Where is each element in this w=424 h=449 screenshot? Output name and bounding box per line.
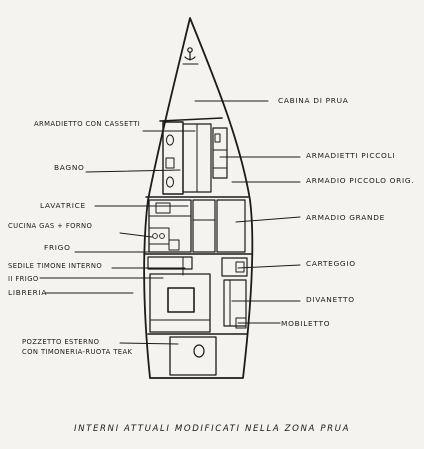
saloon-table — [168, 288, 194, 312]
label-armadio-grande: ARMADIO GRANDE — [306, 213, 385, 222]
label-cabina-prua: CABINA DI PRUA — [278, 96, 349, 105]
toilet-icon — [166, 158, 174, 168]
burner-1 — [153, 234, 158, 239]
fridge — [169, 240, 179, 250]
wheel-icon — [194, 345, 204, 357]
settee — [224, 280, 246, 326]
label-cucina: CUCINA GAS + FORNO — [8, 222, 93, 230]
label-armadietti-piccoli: ARMADIETTI PICCOLI — [306, 151, 396, 160]
label-libreria: LIBRERIA — [8, 288, 48, 297]
shower-icon — [167, 177, 174, 187]
cockpit-well — [170, 337, 216, 375]
burner-2 — [160, 234, 165, 239]
cabinet-door — [215, 134, 220, 142]
washing-machine — [156, 203, 170, 213]
sink-icon — [167, 135, 174, 145]
label-carteggio: CARTEGGIO — [306, 259, 356, 268]
anchor-icon — [185, 48, 195, 60]
label-pozzetto-2: CON TIMONERIA-RUOTA TEAK — [22, 348, 133, 356]
galley-locker — [193, 200, 215, 252]
label-divanetto: DIVANETTO — [306, 295, 355, 304]
diagram-caption: INTERNI ATTUALI MODIFICATI NELLA ZONA PRUA — [73, 424, 351, 434]
label-sedile-timone: SEDILE TIMONE INTERNO — [8, 262, 103, 270]
label-armadietto-cassetti: ARMADIETTO CON CASSETTI — [34, 120, 141, 128]
stove — [149, 228, 169, 244]
saloon-seating — [150, 274, 210, 332]
label-secondo-frigo: II FRIGO — [8, 275, 39, 283]
chart-table — [222, 258, 247, 276]
label-armadio-piccolo: ARMADIO PICCOLO ORIG. — [306, 176, 415, 185]
helm-seat — [148, 257, 192, 269]
bulkhead-forward — [160, 118, 222, 121]
label-pozzetto-1: POZZETTO ESTERNO — [22, 338, 100, 346]
label-lavatrice: LAVATRICE — [40, 201, 86, 210]
big-wardrobe — [217, 200, 245, 252]
label-frigo: FRIGO — [44, 243, 71, 252]
label-bagno: BAGNO — [54, 163, 85, 172]
label-mobiletto: MOBILETTO — [281, 319, 331, 328]
chart-table-drawer — [236, 262, 244, 272]
